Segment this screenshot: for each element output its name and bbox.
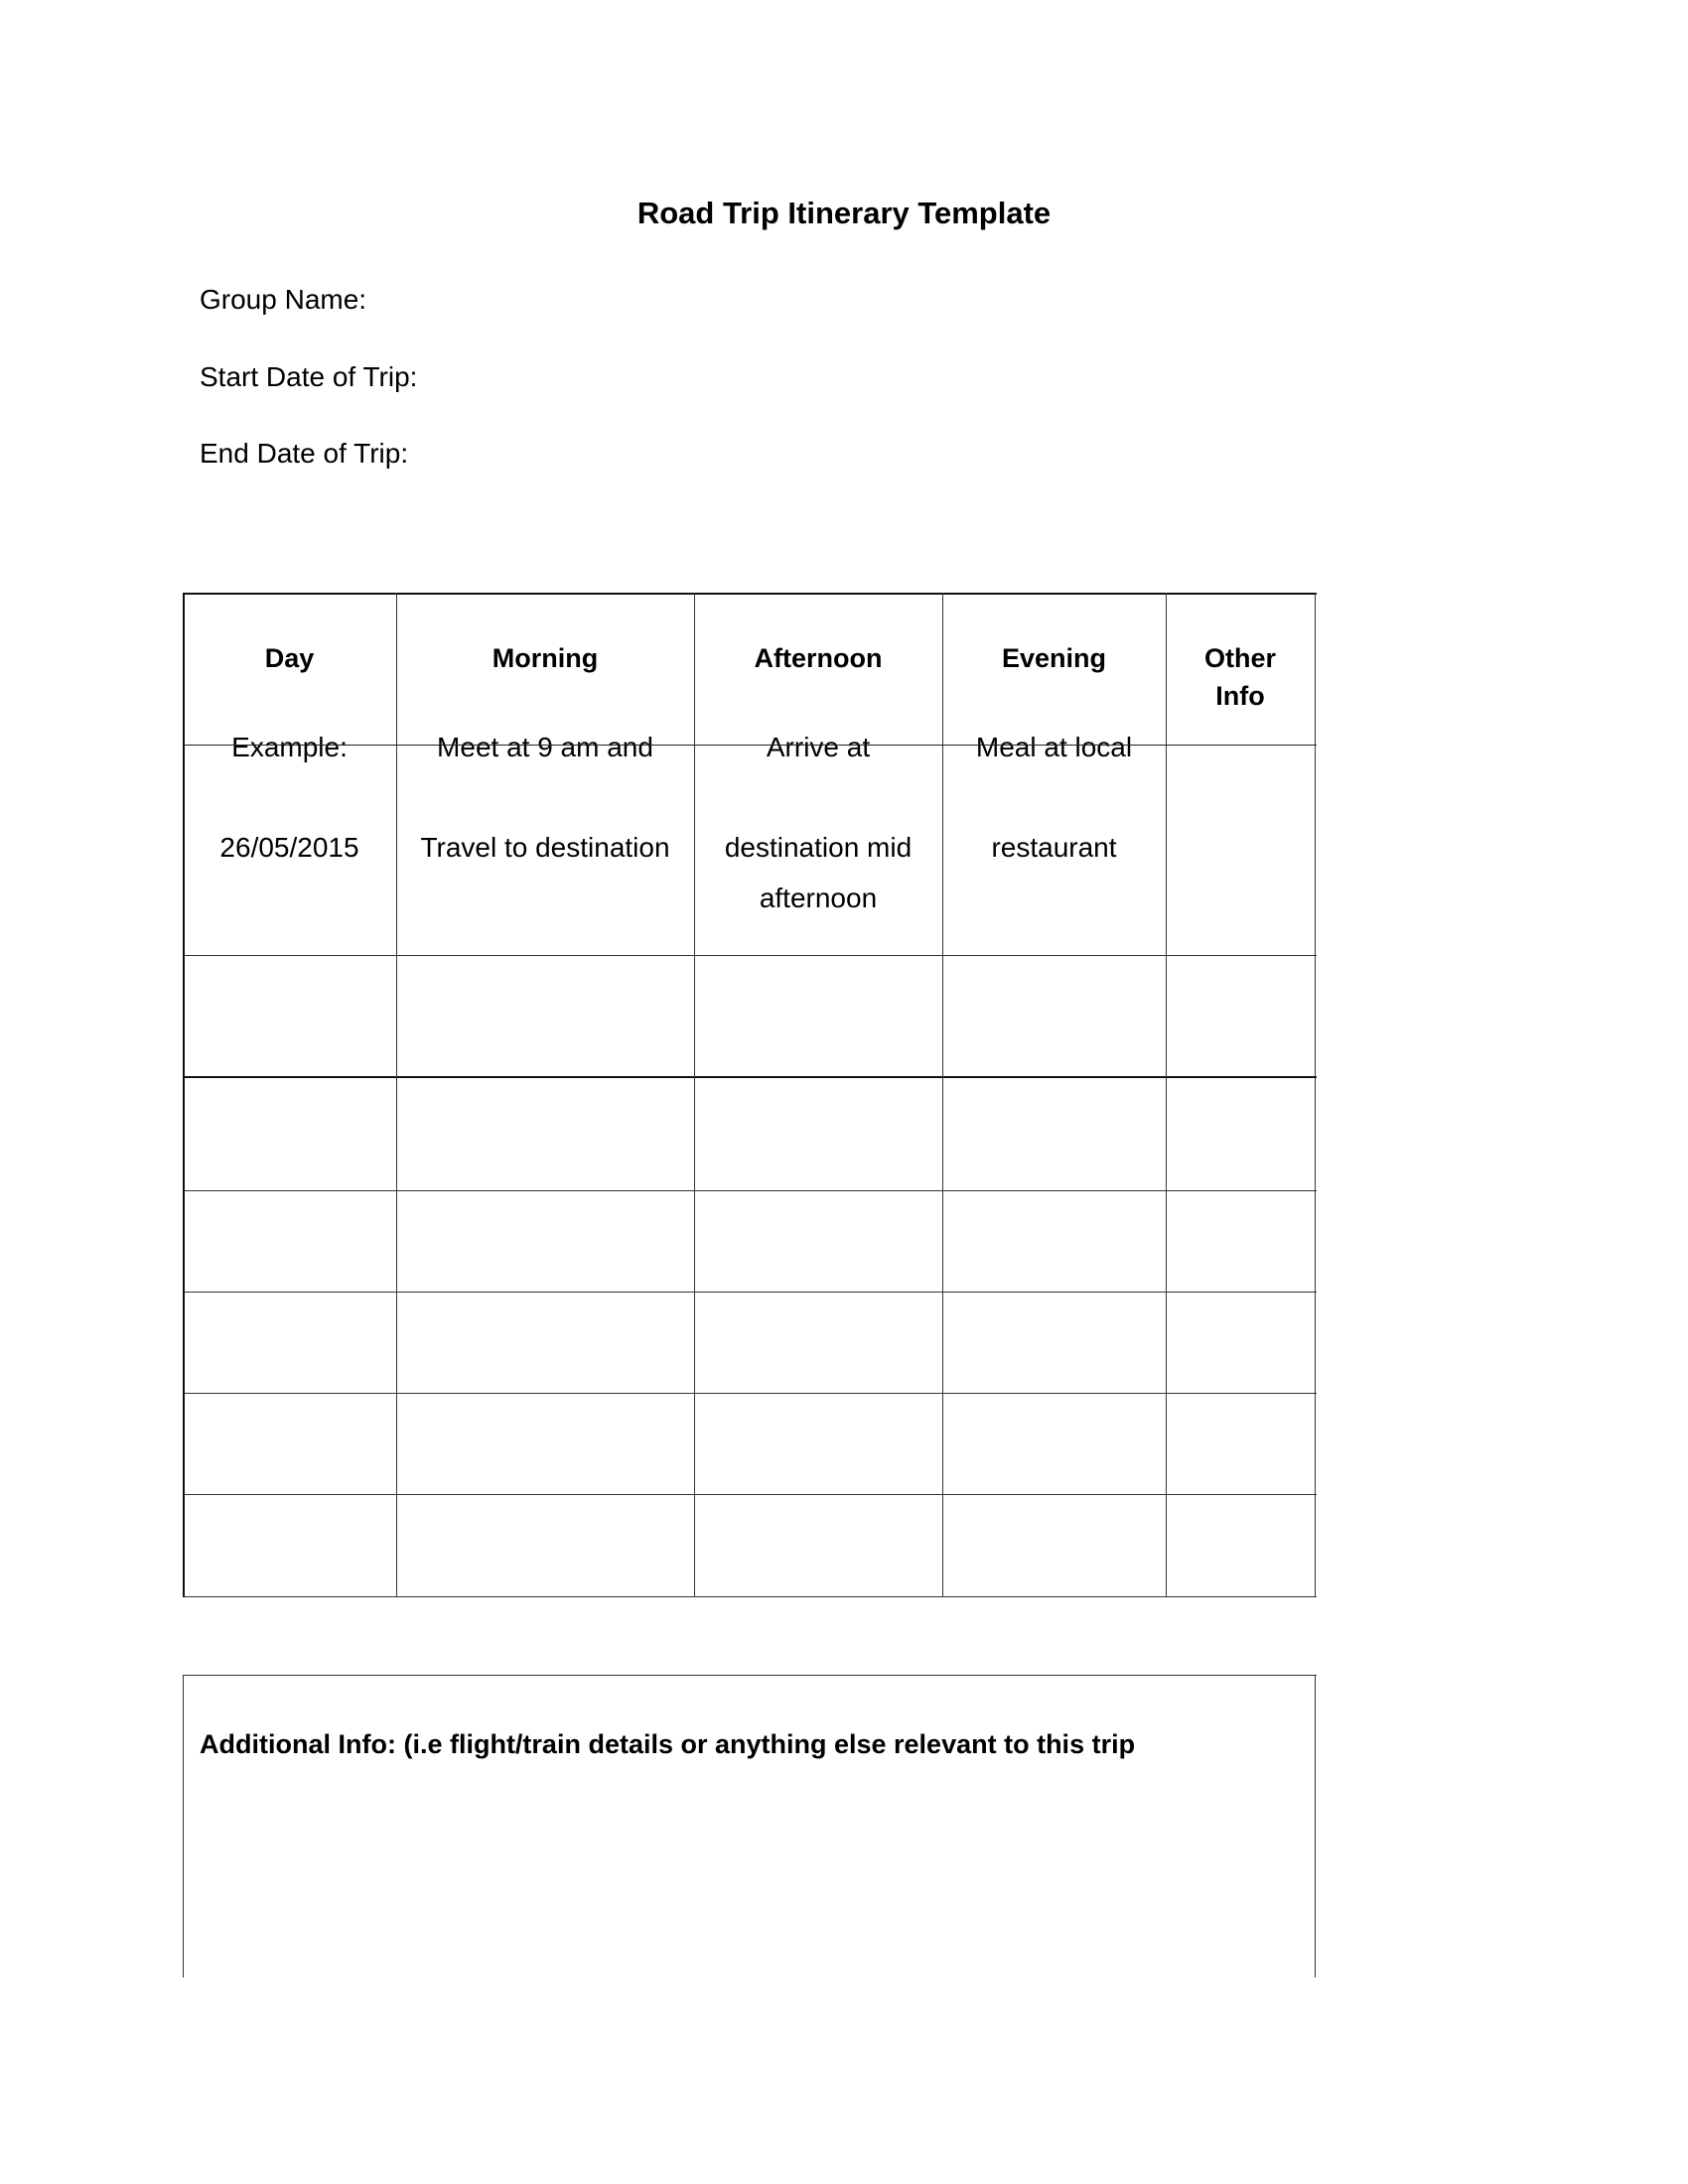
row-divider [183,1190,1317,1191]
column-divider [1166,593,1167,1597]
header-afternoon: Afternoon [754,643,883,673]
table-bottom-border [183,1596,1317,1597]
table-right-border [1315,593,1316,1597]
example-evening-line: Meal at local [975,732,1133,762]
example-afternoon-line: destination mid [724,832,913,863]
row-divider [183,1494,1317,1495]
additional-info-label: Additional Info: (i.e flight/train details or anything else relevant to this trip [200,1729,1136,1759]
page-title: Road Trip Itinerary Template [636,196,1052,230]
row-divider [183,1393,1317,1394]
header-evening: Evening [1001,643,1107,673]
start-date-label: Start Date of Trip: [200,361,418,392]
example-afternoon-line: Arrive at [766,732,871,762]
example-day-line: 26/05/2015 [219,832,359,863]
header-divider-overlay [183,745,1317,746]
additional-info-top-border [183,1675,1317,1676]
row-divider [183,955,1317,956]
row-divider [183,1292,1317,1293]
header-morning: Morning [492,643,599,673]
row-divider [183,1076,1317,1078]
example-day-line: Example: [231,732,348,762]
example-afternoon-line: afternoon [759,883,878,913]
group-name-label: Group Name: [200,284,367,315]
end-date-label: End Date of Trip: [200,438,409,469]
example-morning-line: Travel to destination [420,832,670,863]
additional-info-right-border [1315,1675,1316,1978]
header-day: Day [264,643,315,673]
example-morning-line: Meet at 9 am and [437,732,653,762]
additional-info-left-border [183,1675,184,1978]
example-evening-line: restaurant [991,832,1117,863]
header-other-info: Other Info [1203,643,1276,711]
table-top-border [183,593,1317,595]
